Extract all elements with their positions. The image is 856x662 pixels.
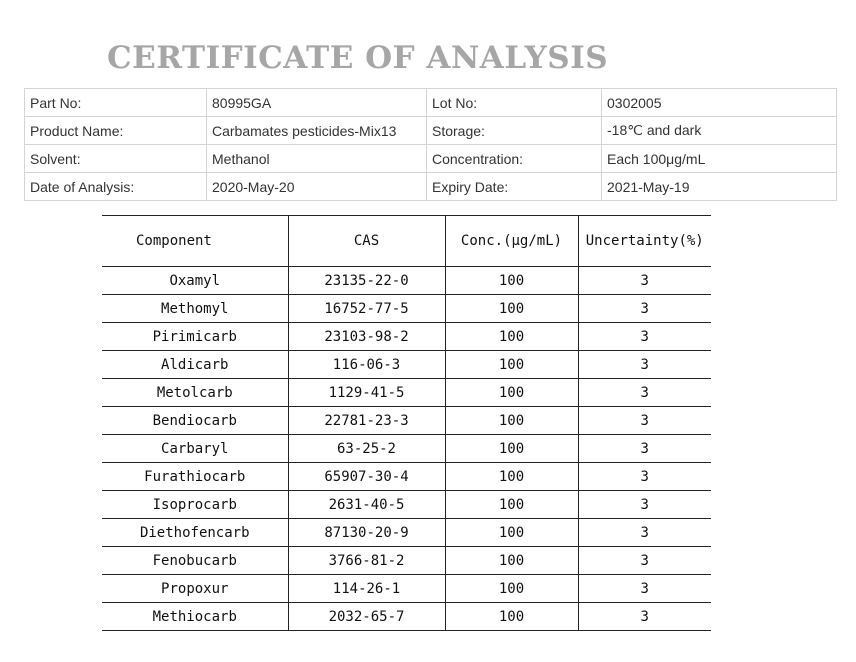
cas-number: 114-26-1 — [288, 575, 445, 603]
component-name: Diethofencarb — [102, 519, 288, 547]
concentration-value: 100 — [445, 407, 578, 435]
uncertainty-value: 3 — [578, 603, 711, 631]
component-name: Methiocarb — [102, 603, 288, 631]
date-of-analysis-value: 2020-May-20 — [207, 173, 427, 201]
cas-number: 116-06-3 — [288, 351, 445, 379]
info-row-product-storage — [25, 117, 837, 145]
cas-number: 23135-22-0 — [288, 267, 445, 295]
concentration-value: 100 — [445, 603, 578, 631]
component-name: Methomyl — [102, 295, 288, 323]
solvent-value: Methanol — [207, 145, 427, 173]
uncertainty-value: 3 — [578, 547, 711, 575]
table-row — [102, 547, 711, 575]
concentration-value: Each 100μg/mL — [602, 145, 837, 173]
components-table — [102, 215, 711, 631]
component-name: Propoxur — [102, 575, 288, 603]
concentration-value: 100 — [445, 491, 578, 519]
component-name: Fenobucarb — [102, 547, 288, 575]
concentration-value: 100 — [445, 379, 578, 407]
uncertainty-value: 3 — [578, 267, 711, 295]
uncertainty-header: Uncertainty(%) — [578, 216, 711, 267]
concentration-value: 100 — [445, 323, 578, 351]
component-name: Oxamyl — [102, 267, 288, 295]
info-row-dates — [25, 173, 837, 201]
concentration-label: Concentration: — [427, 145, 602, 173]
cas-number: 3766-81-2 — [288, 547, 445, 575]
uncertainty-value: 3 — [578, 575, 711, 603]
part-no-label: Part No: — [25, 89, 207, 117]
uncertainty-value: 3 — [578, 491, 711, 519]
cas-number: 22781-23-3 — [288, 407, 445, 435]
uncertainty-value: 3 — [578, 379, 711, 407]
component-name: Carbaryl — [102, 435, 288, 463]
lot-no-value: 0302005 — [602, 89, 837, 117]
uncertainty-value: 3 — [578, 519, 711, 547]
components-header-row — [102, 216, 711, 267]
cas-number: 2631-40-5 — [288, 491, 445, 519]
table-row — [102, 351, 711, 379]
uncertainty-value: 3 — [578, 351, 711, 379]
concentration-value: 100 — [445, 295, 578, 323]
table-row — [102, 575, 711, 603]
component-name: Bendiocarb — [102, 407, 288, 435]
cas-number: 23103-98-2 — [288, 323, 445, 351]
cas-number: 65907-30-4 — [288, 463, 445, 491]
concentration-value: 100 — [445, 575, 578, 603]
uncertainty-value: 3 — [578, 407, 711, 435]
lot-no-label: Lot No: — [427, 89, 602, 117]
component-name: Pirimicarb — [102, 323, 288, 351]
cas-number: 87130-20-9 — [288, 519, 445, 547]
cas-number: 63-25-2 — [288, 435, 445, 463]
component-header: Component — [102, 216, 288, 267]
part-no-value: 80995GA — [207, 89, 427, 117]
concentration-header: Conc.(μg/mL) — [445, 216, 578, 267]
table-row — [102, 323, 711, 351]
table-row — [102, 267, 711, 295]
product-name-value: Carbamates pesticides-Mix13 — [207, 117, 427, 145]
concentration-value: 100 — [445, 351, 578, 379]
table-row — [102, 295, 711, 323]
solvent-label: Solvent: — [25, 145, 207, 173]
component-name: Metolcarb — [102, 379, 288, 407]
table-row — [102, 435, 711, 463]
concentration-value: 100 — [445, 435, 578, 463]
document-title: CERTIFICATE OF ANALYSIS — [107, 40, 609, 76]
component-name: Aldicarb — [102, 351, 288, 379]
uncertainty-value: 3 — [578, 463, 711, 491]
info-row-part-lot — [25, 89, 837, 117]
table-row — [102, 491, 711, 519]
date-of-analysis-label: Date of Analysis: — [25, 173, 207, 201]
cas-number: 1129-41-5 — [288, 379, 445, 407]
storage-value: -18℃ and dark — [602, 117, 837, 145]
component-name: Isoprocarb — [102, 491, 288, 519]
expiry-date-value: 2021-May-19 — [602, 173, 837, 201]
table-row — [102, 463, 711, 491]
product-name-label: Product Name: — [25, 117, 207, 145]
concentration-value: 100 — [445, 519, 578, 547]
uncertainty-value: 3 — [578, 435, 711, 463]
concentration-value: 100 — [445, 463, 578, 491]
table-row — [102, 407, 711, 435]
info-row-solvent-concentration — [25, 145, 837, 173]
table-row — [102, 379, 711, 407]
cas-number: 16752-77-5 — [288, 295, 445, 323]
uncertainty-value: 3 — [578, 323, 711, 351]
product-info-table — [24, 88, 837, 201]
cas-header: CAS — [288, 216, 445, 267]
concentration-value: 100 — [445, 267, 578, 295]
uncertainty-value: 3 — [578, 295, 711, 323]
table-row — [102, 519, 711, 547]
cas-number: 2032-65-7 — [288, 603, 445, 631]
table-row — [102, 603, 711, 631]
storage-label: Storage: — [427, 117, 602, 145]
component-name: Furathiocarb — [102, 463, 288, 491]
expiry-date-label: Expiry Date: — [427, 173, 602, 201]
concentration-value: 100 — [445, 547, 578, 575]
